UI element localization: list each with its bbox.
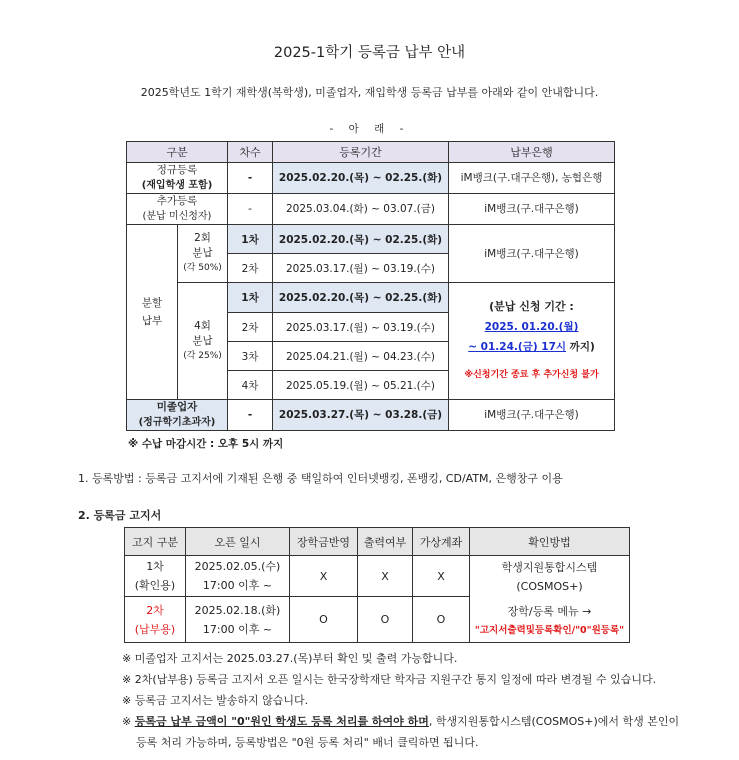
four-round-3: 3차 [228, 342, 273, 371]
regular-bank: iM뱅크(구.대구은행), 농협은행 [449, 163, 615, 194]
notice-row2-open [186, 597, 290, 643]
note-item: ※ 등록금 고지서는 발송하지 않습니다. [122, 694, 309, 707]
notice-row2-open-line1: 2025.02.18.(화) [194, 603, 281, 617]
installment-label-line1: 분할 [141, 297, 163, 309]
col-header-round: 차수 [228, 142, 273, 163]
installment-bank: iM뱅크(구.대구은행) [449, 225, 615, 283]
notice-row2-label-line2: (납부용) [134, 622, 176, 636]
two-installment-line1: 2회 [194, 232, 211, 244]
note4-prefix: ※ [122, 715, 135, 728]
notice-row1-print: X [358, 556, 413, 597]
notice-row2-label-line1: 2차 [146, 603, 164, 617]
apply-label: (분납 신청 기간 : [489, 300, 574, 313]
note4-bold: 등록금 납부 금액이 "0"원인 학생도 등록 처리를 하여야 하며 [134, 715, 429, 728]
regular-label-line1: 정규등록 [156, 164, 198, 176]
table-row-additional [127, 194, 615, 225]
col-header-period: 등록기간 [273, 142, 449, 163]
notice-col-print: 출력여부 [358, 528, 413, 556]
registration-schedule-table [126, 141, 615, 431]
two-period-1: 2025.02.20.(목) ~ 02.25.(화) [273, 225, 449, 254]
notice-row1-open [186, 556, 290, 597]
four-period-2: 2025.03.17.(월) ~ 03.19.(수) [273, 313, 449, 342]
col-header-bank: 납부은행 [449, 142, 615, 163]
four-round-2: 2차 [228, 313, 273, 342]
two-round-2: 2차 [228, 254, 273, 283]
method-line4: "고지서출력및등록확인/"0"원등록" [474, 625, 625, 636]
page-title: 2025-1학기 등록금 납부 안내 [273, 45, 466, 61]
notice-row1-label-line1: 1차 [146, 560, 164, 573]
note-item: ※ 2차(납부용) 등록금 고지서 오픈 일시는 한국장학재단 학자금 지원구간 통지 일정에 따라 변경될 수 있습니다. [122, 673, 657, 686]
note-item-zero-payment [122, 711, 702, 732]
two-period-2: 2025.03.17.(월) ~ 03.19.(수) [273, 254, 449, 283]
notice-row2-label [125, 597, 186, 643]
notice-table [124, 527, 630, 643]
apply-suffix: 까지) [566, 341, 595, 353]
notice-row2-scholarship: O [290, 597, 358, 643]
notice-col-scholarship: 장학금반영 [290, 528, 358, 556]
notice-row2-print: O [358, 597, 413, 643]
two-installment-line3: (각 50%) [183, 263, 222, 273]
note4-rest: , 학생지원통합시스템(COSMOS+)에서 학생 본인이 [428, 715, 680, 728]
notice-row1-open-line2: 17:00 이후 ~ [202, 579, 273, 592]
four-round-1: 1차 [228, 283, 273, 313]
method-line2: (COSMOS+) [516, 580, 583, 593]
notice-method [470, 556, 630, 643]
four-round-4: 4차 [228, 371, 273, 400]
four-period-3: 2025.04.21.(월) ~ 04.23.(수) [273, 342, 449, 371]
additional-round: - [228, 194, 273, 225]
installment-apply-info [449, 283, 615, 400]
notice-row-1 [125, 556, 630, 597]
deadline-note: ※ 수납 마감시간 : 오후 5시 까지 [128, 438, 284, 450]
four-installment-line3: (각 25%) [183, 350, 222, 361]
notice-col-method: 확인방법 [470, 528, 630, 556]
four-installment-line2: 분납 [192, 334, 213, 347]
regular-label-line2: (재입학생 포함) [141, 180, 213, 191]
table-row-non-grad [127, 400, 615, 431]
four-installment-line1: 4회 [194, 319, 211, 332]
notice-col-type: 고지 구분 [125, 528, 186, 556]
non-grad-label [127, 400, 228, 431]
regular-label [127, 163, 228, 194]
regular-period: 2025.02.20.(목) ~ 02.25.(화) [273, 163, 449, 194]
note4-line2: 등록 처리 가능하며, 등록방법은 "0원 등록 처리" 배너 클릭하면 됩니다. [136, 736, 479, 749]
method-line3: 장학/등록 메뉴 → [507, 605, 592, 618]
installment-label [127, 225, 177, 399]
apply-date-start: 2025. 01.20.(월) [484, 321, 579, 333]
below-label: - 아 래 - [329, 123, 410, 135]
notice-col-open: 오픈 일시 [186, 528, 290, 556]
non-grad-label-line1: 미졸업자 [156, 401, 198, 413]
four-installment-label [178, 283, 227, 399]
installment-label-line2: 납부 [141, 315, 163, 327]
notice-col-account: 가상계좌 [413, 528, 470, 556]
additional-label-line1: 추가등록 [156, 195, 198, 207]
four-period-4: 2025.05.19.(월) ~ 05.21.(수) [273, 371, 449, 400]
four-period-1: 2025.02.20.(목) ~ 02.25.(화) [273, 283, 449, 313]
table-row-regular [127, 163, 615, 194]
notice-row1-open-line1: 2025.02.05.(수) [194, 560, 281, 573]
section-notice-title: 2. 등록금 고지서 [78, 509, 162, 522]
notice-row1-label-line2: (확인용) [134, 579, 176, 592]
section-registration-method: 1. 등록방법 : 등록금 고지서에 기재된 은행 중 택일하여 인터넷뱅킹, 폰뱅킹, CD/ATM, 은행창구 이용 [78, 472, 563, 485]
notice-row1-scholarship: X [290, 556, 358, 597]
regular-round: - [228, 163, 273, 194]
apply-date-end: ~ 01.24.(금) 17시 [468, 341, 567, 353]
table-header-row [127, 142, 615, 163]
notice-row1-label [125, 556, 186, 597]
notice-header-row [125, 528, 630, 556]
installment-cell [127, 225, 228, 400]
method-line1: 학생지원통합시스템 [501, 561, 598, 574]
additional-label-line2: (분납 미신청자) [142, 211, 212, 222]
non-grad-round: - [228, 400, 273, 431]
additional-period: 2025.03.04.(화) ~ 03.07.(금) [273, 194, 449, 225]
non-grad-label-line2: (정규학기초과자) [138, 417, 216, 428]
non-grad-period: 2025.03.27.(목) ~ 03.28.(금) [273, 400, 449, 431]
table-row-installment-2-1 [127, 225, 615, 254]
additional-bank: iM뱅크(구.대구은행) [449, 194, 615, 225]
additional-label [127, 194, 228, 225]
col-header-category: 구분 [127, 142, 228, 163]
note-item: ※ 미졸업자 고지서는 2025.03.27.(목)부터 확인 및 출력 가능합니다. [122, 652, 458, 665]
two-round-1: 1차 [228, 225, 273, 254]
two-installment-line2: 분납 [192, 247, 213, 259]
notes-list [122, 648, 702, 753]
apply-warning: ※신청기간 종료 후 추가신청 불가 [464, 370, 599, 380]
notice-row2-open-line2: 17:00 이후 ~ [202, 622, 273, 636]
intro-text: 2025학년도 1학기 재학생(복학생), 미졸업자, 재입학생 등록금 납부를 아래와 같이 안내합니다. [140, 86, 599, 99]
two-installment-label [178, 225, 227, 283]
notice-row2-account: O [413, 597, 470, 643]
non-grad-bank: iM뱅크(구.대구은행) [449, 400, 615, 431]
notice-row1-account: X [413, 556, 470, 597]
